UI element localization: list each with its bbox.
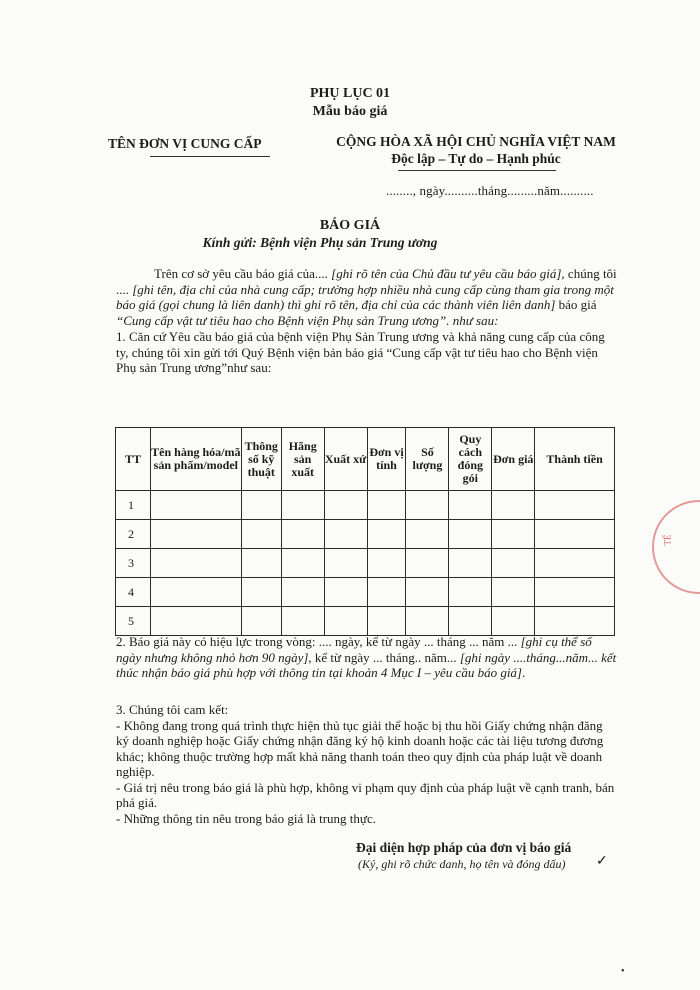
- supplier-underline: [150, 156, 270, 157]
- motto-underline: [398, 170, 556, 171]
- quote-table: [115, 427, 615, 636]
- appendix-title: PHỤ LỤC 01: [309, 86, 391, 101]
- intro-text-d: [ghi tên, địa chỉ của nhà cung cấp; trường hợp nhiều nhà cung cấp cùng tham gia trong một báo giá (gọi chung là liên danh) thì ghi rõ tên, địa chỉ của các thành viên liên danh]: [116, 281, 614, 312]
- supplier-label: TÊN ĐƠN VỊ CUNG CẤP: [108, 136, 262, 151]
- intro-text-c: chúng tôi ....: [116, 266, 617, 297]
- table-row: [116, 520, 615, 549]
- row-number: 1: [116, 491, 151, 520]
- commitment-item: - Giá trị nêu trong báo giá là phù hợp, không vi phạm quy định của pháp luật về cạnh tranh, bán phá giá.: [116, 779, 615, 810]
- intro-text-b: [ghi rõ tên của Chủ đầu tư yêu cầu báo giá],: [331, 266, 565, 281]
- table-row: [116, 578, 615, 607]
- col-header: Đơn giá: [492, 428, 535, 491]
- checkmark-icon: ✓: [596, 854, 608, 869]
- commitment-item: - Không đang trong quá trình thực hiện thủ tục giải thể hoặc bị thu hồi Giấy chứng nhận đăng ký doanh nghiệp hoặc Giấy chứng nhận đăng ký hộ kinh doanh hoặc các tài liệu tương đương khác; không thuộc trường hợp mất khả năng thanh toán theo quy định của pháp luật về doanh nghiệp.: [116, 717, 604, 779]
- row-number: 3: [116, 549, 151, 578]
- table-header-row: [116, 428, 615, 491]
- stamp-seal: [652, 500, 700, 594]
- commitment-item: - Những thông tin nêu trong báo giá là trung thực.: [116, 810, 376, 826]
- col-header: Số lượng: [406, 428, 449, 491]
- table-row: [116, 607, 615, 636]
- table-row: [116, 549, 615, 578]
- intro-text-e: báo giá: [555, 297, 597, 312]
- commitment-section: [116, 702, 618, 826]
- col-header: Xuất xứ: [324, 428, 367, 491]
- row-number: 5: [116, 607, 151, 636]
- stamp-text: TẾ: [662, 534, 673, 546]
- addressee: Kính gửi: Bệnh viện Phụ sản Trung ương: [202, 235, 438, 250]
- motto: Độc lập – Tự do – Hạnh phúc: [391, 151, 561, 166]
- table-row: [116, 491, 615, 520]
- basis-paragraph: 1. Căn cứ Yêu cầu báo giá của bệnh viện Phụ Sản Trung ương và khả năng cung cấp của công ty, chúng tôi xin gửi tới Quý Bệnh viện bản báo giá “Cung cấp vật tư tiêu hao cho Bệnh viện Phụ sản Trung ương”như sau:: [116, 329, 605, 375]
- col-header: Quy cách đóng gói: [449, 428, 492, 491]
- signature-note: (Ký, ghi rõ chức danh, họ tên và đóng dấu): [358, 857, 566, 871]
- nation-title: CỘNG HÒA XÃ HỘI CHỦ NGHĨA VIỆT NAM: [336, 134, 616, 149]
- dateline: ........, ngày..........tháng.........năm..........: [386, 183, 594, 198]
- col-header: Đơn vị tính: [367, 428, 406, 491]
- commitment-heading: 3. Chúng tôi cam kết:: [116, 702, 229, 717]
- col-header: TT: [116, 428, 151, 491]
- validity-text-b: [ghi cụ thể số ngày nhưng không nhỏ hơn 90 ngày]: [116, 634, 592, 665]
- col-header: Tên hàng hóa/mã sản phẩm/model: [150, 428, 241, 491]
- col-header: Hãng sản xuất: [281, 428, 324, 491]
- intro-text-f: “Cung cấp vật tư tiêu hao cho Bệnh viện Phụ sản Trung ương”.: [116, 312, 450, 328]
- signature-title: Đại diện hợp pháp của đơn vị báo giá: [356, 840, 572, 855]
- col-header: Thành tiền: [535, 428, 615, 491]
- row-number: 2: [116, 520, 151, 549]
- intro-paragraph: [116, 266, 618, 376]
- validity-text-e: .: [522, 665, 526, 680]
- col-header: Thông số kỹ thuật: [241, 428, 281, 491]
- appendix-subtitle: Mẫu báo giá: [312, 104, 388, 119]
- intro-text-g: như sau:: [449, 312, 499, 328]
- validity-text-a: 2. Báo giá này có hiệu lực trong vòng: .... ngày, kể từ ngày ... tháng ... năm ...: [116, 634, 521, 649]
- row-number: 4: [116, 578, 151, 607]
- validity-paragraph: [116, 634, 618, 681]
- validity-text-c: , kể từ ngày ... tháng.. năm...: [308, 649, 460, 665]
- intro-text-a: Trên cơ sở yêu cầu báo giá của....: [154, 266, 332, 281]
- speck-mark: •: [621, 966, 625, 977]
- quote-title: BÁO GIÁ: [319, 218, 381, 233]
- validity-text-d: [ghi ngày ....tháng...năm... kết thúc nhận báo giá phù hợp với thông tin tại khoản 4 Mục I – yêu cầu báo giá]: [116, 649, 617, 680]
